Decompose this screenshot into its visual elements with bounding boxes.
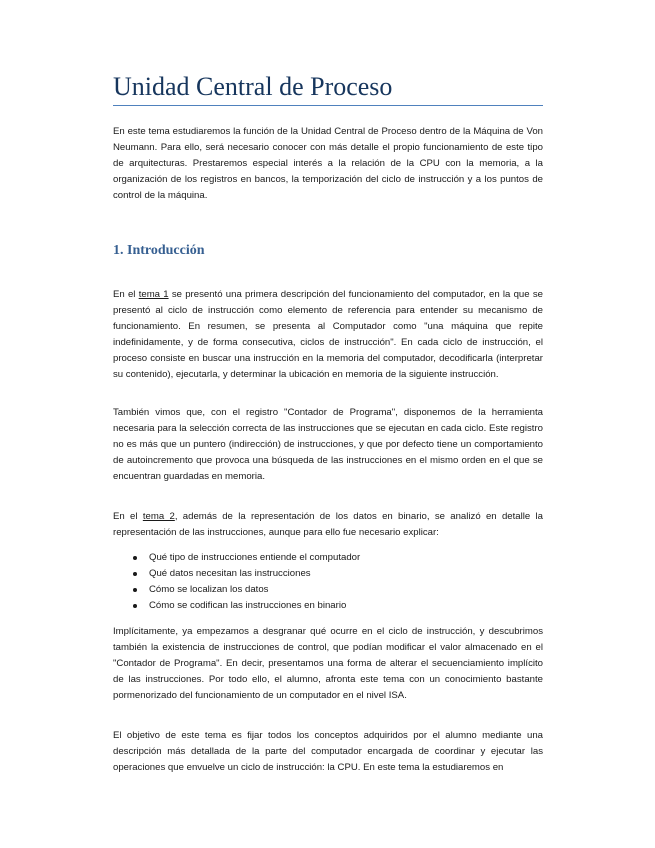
bullet-list <box>113 550 543 614</box>
paragraph-1-start: En el <box>113 289 139 300</box>
paragraph-3 <box>113 509 543 541</box>
list-item-text: Qué datos necesitan las instrucciones <box>149 568 311 579</box>
page-title: Unidad Central de Proceso <box>113 72 393 101</box>
bullet-icon <box>133 604 137 608</box>
bullet-icon <box>133 556 137 560</box>
tema-1-link[interactable]: tema 1 <box>138 289 169 300</box>
intro-paragraph: En este tema estudiaremos la función de la Unidad Central de Proceso dentro de la Máquina de Von Neumann. Para ello, será necesario conocer con más detalle el propio funcionamiento de este tipo de arquitecturas. Prestaremos especial interés a la relación de la CPU con la memoria, a la organización de los registros en bancos, la temporización del ciclo de instrucción y a los puntos de control de la máquina. <box>113 126 543 201</box>
bullet-icon <box>133 572 137 576</box>
paragraph-5: El objetivo de este tema es fijar todos los conceptos adquiridos por el alumno mediante una descripción más detallada de la parte del computador encargada de coordinar y ejecutar las operaciones que envuelve un ciclo de instrucción: la CPU. En este tema la estudiaremos en <box>113 730 543 773</box>
paragraph-3-rest: , además de la representación de los datos en binario, se analizó en detalle la representación de las instrucciones, aunque para ello fue necesario explicar: <box>113 511 543 538</box>
list-item <box>113 598 543 614</box>
bullet-icon <box>133 588 137 592</box>
title-underline <box>113 105 543 106</box>
list-item-text: Cómo se localizan los datos <box>149 584 269 595</box>
paragraph-4: Implícitamente, ya empezamos a desgranar qué ocurre en el ciclo de instrucción, y descubrimos también la existencia de instrucciones de control, que podían modificar el valor almacenado en el "Contador de Programa". En decir, presentamos una forma de alterar el secuenciamiento implícito de las instrucciones. Por todo ello, el alumno, afronta este tema con un conocimiento bastante pormenorizado del funcionamiento de un computador en el nivel ISA. <box>113 626 543 701</box>
list-item <box>113 566 543 582</box>
list-item-text: Qué tipo de instrucciones entiende el computador <box>149 552 361 563</box>
tema-2-link[interactable]: tema 2 <box>142 511 175 522</box>
list-item-text: Cómo se codifican las instrucciones en binario <box>149 600 347 611</box>
list-item <box>113 582 543 598</box>
paragraph-1-rest: se presentó una primera descripción del funcionamiento del computador, en la que se presentó al ciclo de instrucción como elemento de referencia para entender su mecanismo de funcionamiento. En resumen, se presenta al Computador como "una máquina que repite indefinidamente, y de forma consecutiva, ciclos de instrucción". En cada ciclo de instrucción, el proceso consiste en buscar una instrucción en la memoria del computador, decodificarla (interpretar su contenido), ejecutarla, y determinar la ubicación en memoria de la siguiente instrucción. <box>113 289 543 380</box>
paragraph-3-start: En el <box>113 511 143 522</box>
paragraph-1 <box>113 287 543 383</box>
section-heading-introduccion: 1. Introducción <box>113 243 205 258</box>
paragraph-2: También vimos que, con el registro "Contador de Programa", disponemos de la herramienta necesaria para la selección correcta de las instrucciones que se ejecutan en cada ciclo. Este registro no es más que un puntero (indirección) de instrucciones, y que por defecto tiene un comportamiento de autoincremento que provoca una búsqueda de las instrucciones en el mismo orden en el que se encuentran guardadas en memoria. <box>113 407 543 482</box>
list-item <box>113 550 543 566</box>
